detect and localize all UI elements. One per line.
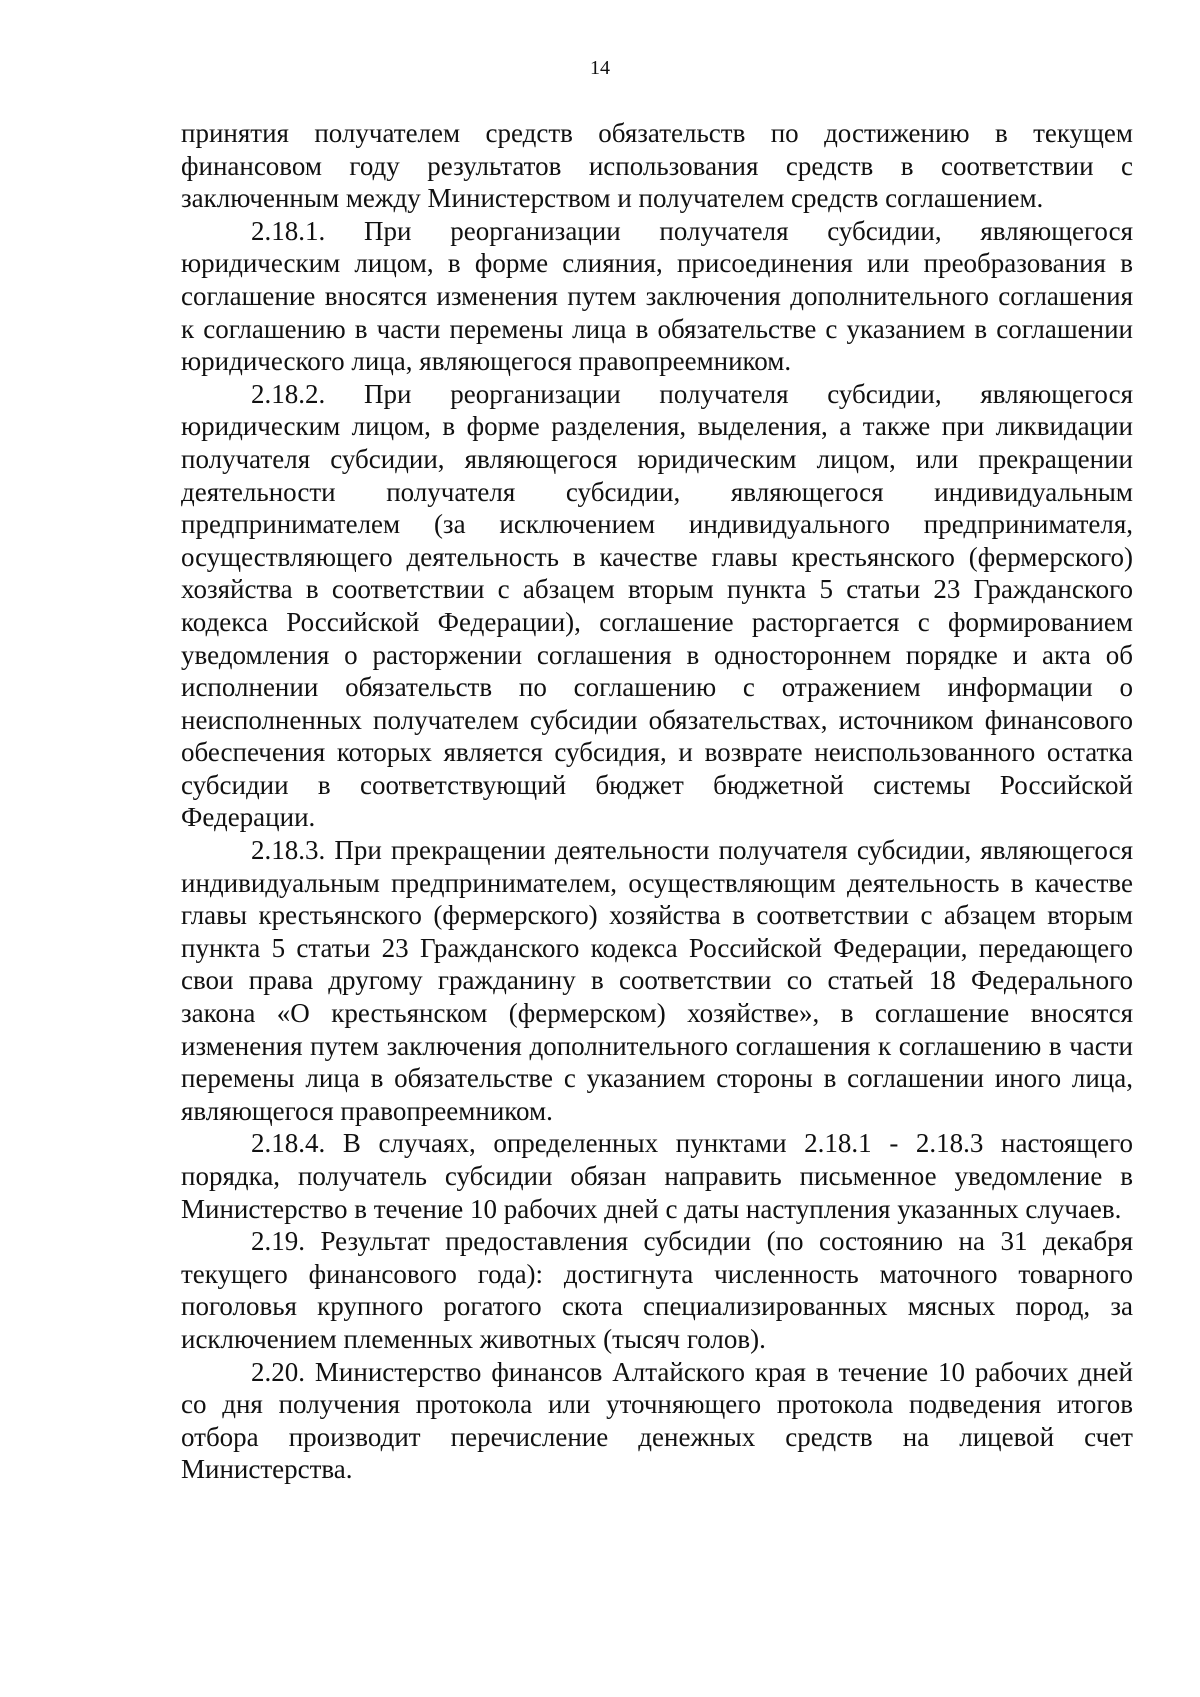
- document-body: [181, 117, 1133, 1486]
- paragraph-2-18-1: 2.18.1. При реорганизации получателя субсидии, являющегося юридическим лицом, в форме слияния, присоединения или преобразования в соглашение вносятся изменения путем заключения дополнительного соглашения к соглашению в части перемены лица в обязательстве с указанием в соглашении юридического лица, являющегося правопреемником.: [181, 215, 1133, 377]
- paragraph-2-18-4: 2.18.4. В случаях, определенных пунктами 2.18.1 - 2.18.3 настоящего порядка, получатель субсидии обязан направить письменное уведомление в Министерство в течение 10 рабочих дней с даты наступления указанных случаев.: [181, 1128, 1133, 1224]
- paragraph-2-20: 2.20. Министерство финансов Алтайского края в течение 10 рабочих дней со дня получения протокола или уточняющего протокола подведения итогов отбора производит перечисление денежных средств на лицевой счет Министерства.: [181, 1356, 1133, 1485]
- paragraph-2-18-3: 2.18.3. При прекращении деятельности получателя субсидии, являющегося индивидуальным предпринимателем, осуществляющим деятельность в качестве главы крестьянского (фермерского) хозяйства в соответствии с абзацем вторым пункта 5 статьи 23 Гражданского кодекса Российской Федерации, передающего свои права другому гражданину в соответствии со статьей 18 Федерального закона «О крестьянском (фермерском) хозяйстве», в соглашение вносятся изменения путем заключения дополнительного соглашения к соглашению в части перемены лица в обязательстве с указанием стороны в соглашении иного лица, являющегося правопреемником.: [181, 835, 1133, 1126]
- paragraph-2-19: 2.19. Результат предоставления субсидии (по состоянию на 31 декабря текущего финансового года): достигнута численность маточного товарного поголовья крупного рогатого скота специализированных мясных пород, за исключением племенных животных (тысяч голов).: [181, 1226, 1133, 1354]
- paragraph-2-18-2: 2.18.2. При реорганизации получателя субсидии, являющегося юридическим лицом, в форме разделения, выделения, а также при ликвидации получателя субсидии, являющегося юридическим лицом, или прекращении деятельности получателя субсидии, являющегося индивидуальным предпринимателем (за исключением индивидуального предпринимателя, осуществляющего деятельность в качестве главы крестьянского (фермерского) хозяйства в соответствии с абзацем вторым пункта 5 статьи 23 Гражданского кодекса Российской Федерации), соглашение расторгается с формированием уведомления о расторжении соглашения в одностороннем порядке и акта об исполнении обязательств по соглашению с отражением информации о неисполненных получателем субсидии обязательствах, источником финансового обеспечения которых является субсидия, и возврате неиспользованного остатка субсидии в соответствующий бюджет бюджетной системы Российской Федерации.: [181, 378, 1133, 833]
- page-number: 14: [590, 57, 610, 79]
- paragraph-continuation: принятия получателем средств обязательств по достижению в текущем финансовом году результатов использования средств в соответствии с заключенным между Министерством и получателем средств соглашением.: [181, 118, 1133, 214]
